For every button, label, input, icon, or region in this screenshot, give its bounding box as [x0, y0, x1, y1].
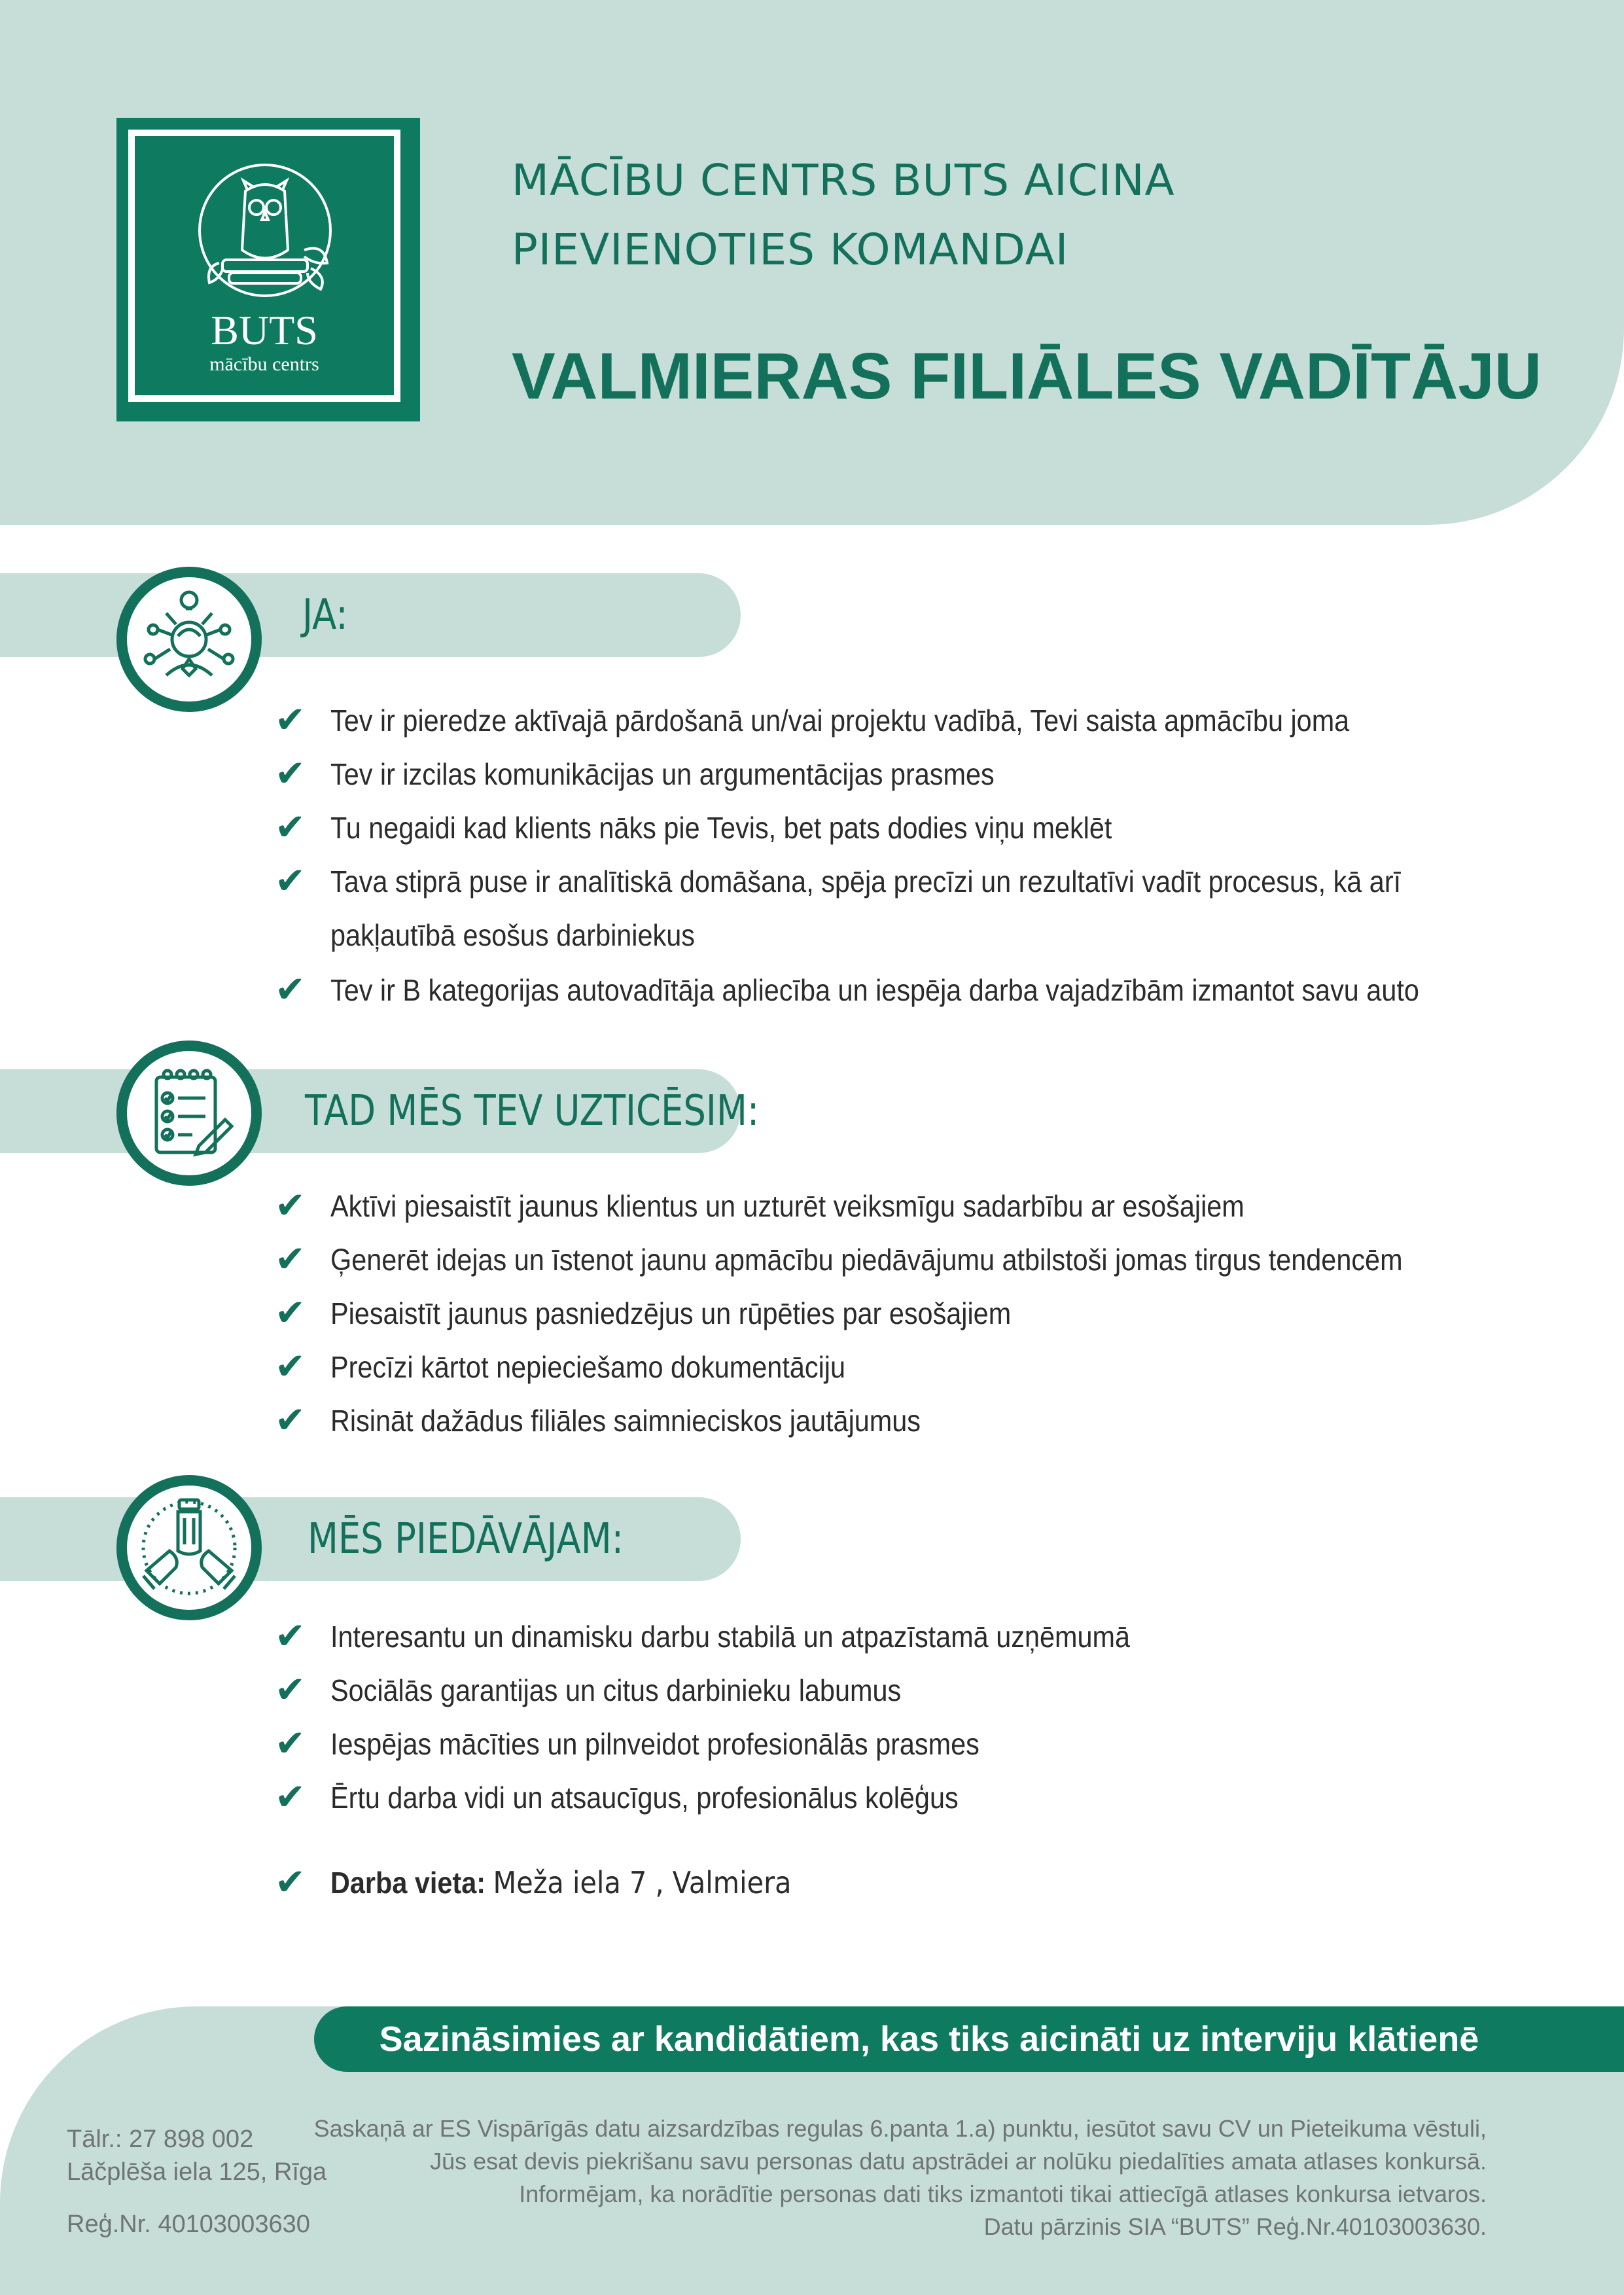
check-icon: ✔	[275, 1722, 306, 1765]
header-line-2: PIEVIENOTIES KOMANDAI	[512, 224, 1069, 275]
section-title-uzticesim: TAD MĒS TEV UZTICĒSIM:	[305, 1087, 760, 1135]
legal-line: Jūs esat devis piekrišanu savu personas datu apstrādei ar nolūku piedalīties amata atlases konkursā.	[430, 2148, 1487, 2175]
teamwork-hands-icon	[127, 1486, 251, 1610]
header-line-1: MĀCĪBU CENTRS BUTS AICINA	[512, 155, 1175, 205]
check-icon: ✔	[275, 1615, 306, 1658]
contact-banner-text: Sazināsimies ar kandidātiem, kas tiks aicināti uz interviju klātienē	[379, 2019, 1479, 2059]
check-icon: ✔	[275, 1669, 306, 1711]
check-icon: ✔	[275, 1238, 306, 1281]
check-icon: ✔	[275, 753, 306, 795]
section-title-ja: JA:	[302, 591, 348, 639]
check-icon: ✔	[275, 806, 306, 849]
section-pill-ja	[0, 573, 741, 657]
footer-registration: Reģ.Nr. 40103003630	[67, 2211, 310, 2238]
check-icon: ✔	[275, 1184, 306, 1227]
check-icon: ✔	[275, 1292, 306, 1334]
legal-line: Saskaņā ar ES Vispārīgās datu aizsardzības regulas 6.panta 1.a) punktu, iesūtot savu CV un Pieteikuma vēstuli,	[313, 2115, 1487, 2142]
check-icon: ✔	[275, 699, 306, 741]
logo-name: BUTS	[211, 307, 318, 353]
legal-line: Informējam, ka norādītie personas dati tiks izmantoti tikai attiecīgā atlases konkursa ietvaros.	[519, 2180, 1487, 2207]
person-idea-icon	[127, 577, 251, 702]
check-icon: ✔	[275, 969, 306, 1011]
section-icon-circle	[116, 1041, 262, 1186]
location-value: Meža iela 7 , Valmiera	[493, 1865, 792, 1900]
check-icon: ✔	[275, 1776, 306, 1819]
check-icon: ✔	[275, 860, 306, 902]
check-icon: ✔	[275, 1345, 306, 1388]
owl-logo-icon	[190, 152, 340, 315]
checklist-icon	[127, 1051, 251, 1175]
footer-phone: Tālr.: 27 898 002	[67, 2126, 254, 2153]
check-icon: ✔	[275, 1399, 306, 1442]
legal-line: Datu pārzinis SIA “BUTS” Reģ.Nr.40103003630.	[983, 2213, 1487, 2240]
section-title-piedavajam: MĒS PIEDĀVĀJAM:	[308, 1515, 624, 1563]
page-title: VALMIERAS FILIĀLES VADĪTĀJU	[512, 340, 1542, 413]
section-icon-circle	[116, 1475, 262, 1620]
section-icon-circle	[116, 567, 262, 712]
footer-address: Lāčplēša iela 125, Rīga	[67, 2158, 327, 2186]
logo-tagline: mācību centrs	[209, 353, 319, 375]
check-icon: ✔	[275, 1861, 306, 1904]
location-label: Darba vieta:	[330, 1866, 486, 1900]
